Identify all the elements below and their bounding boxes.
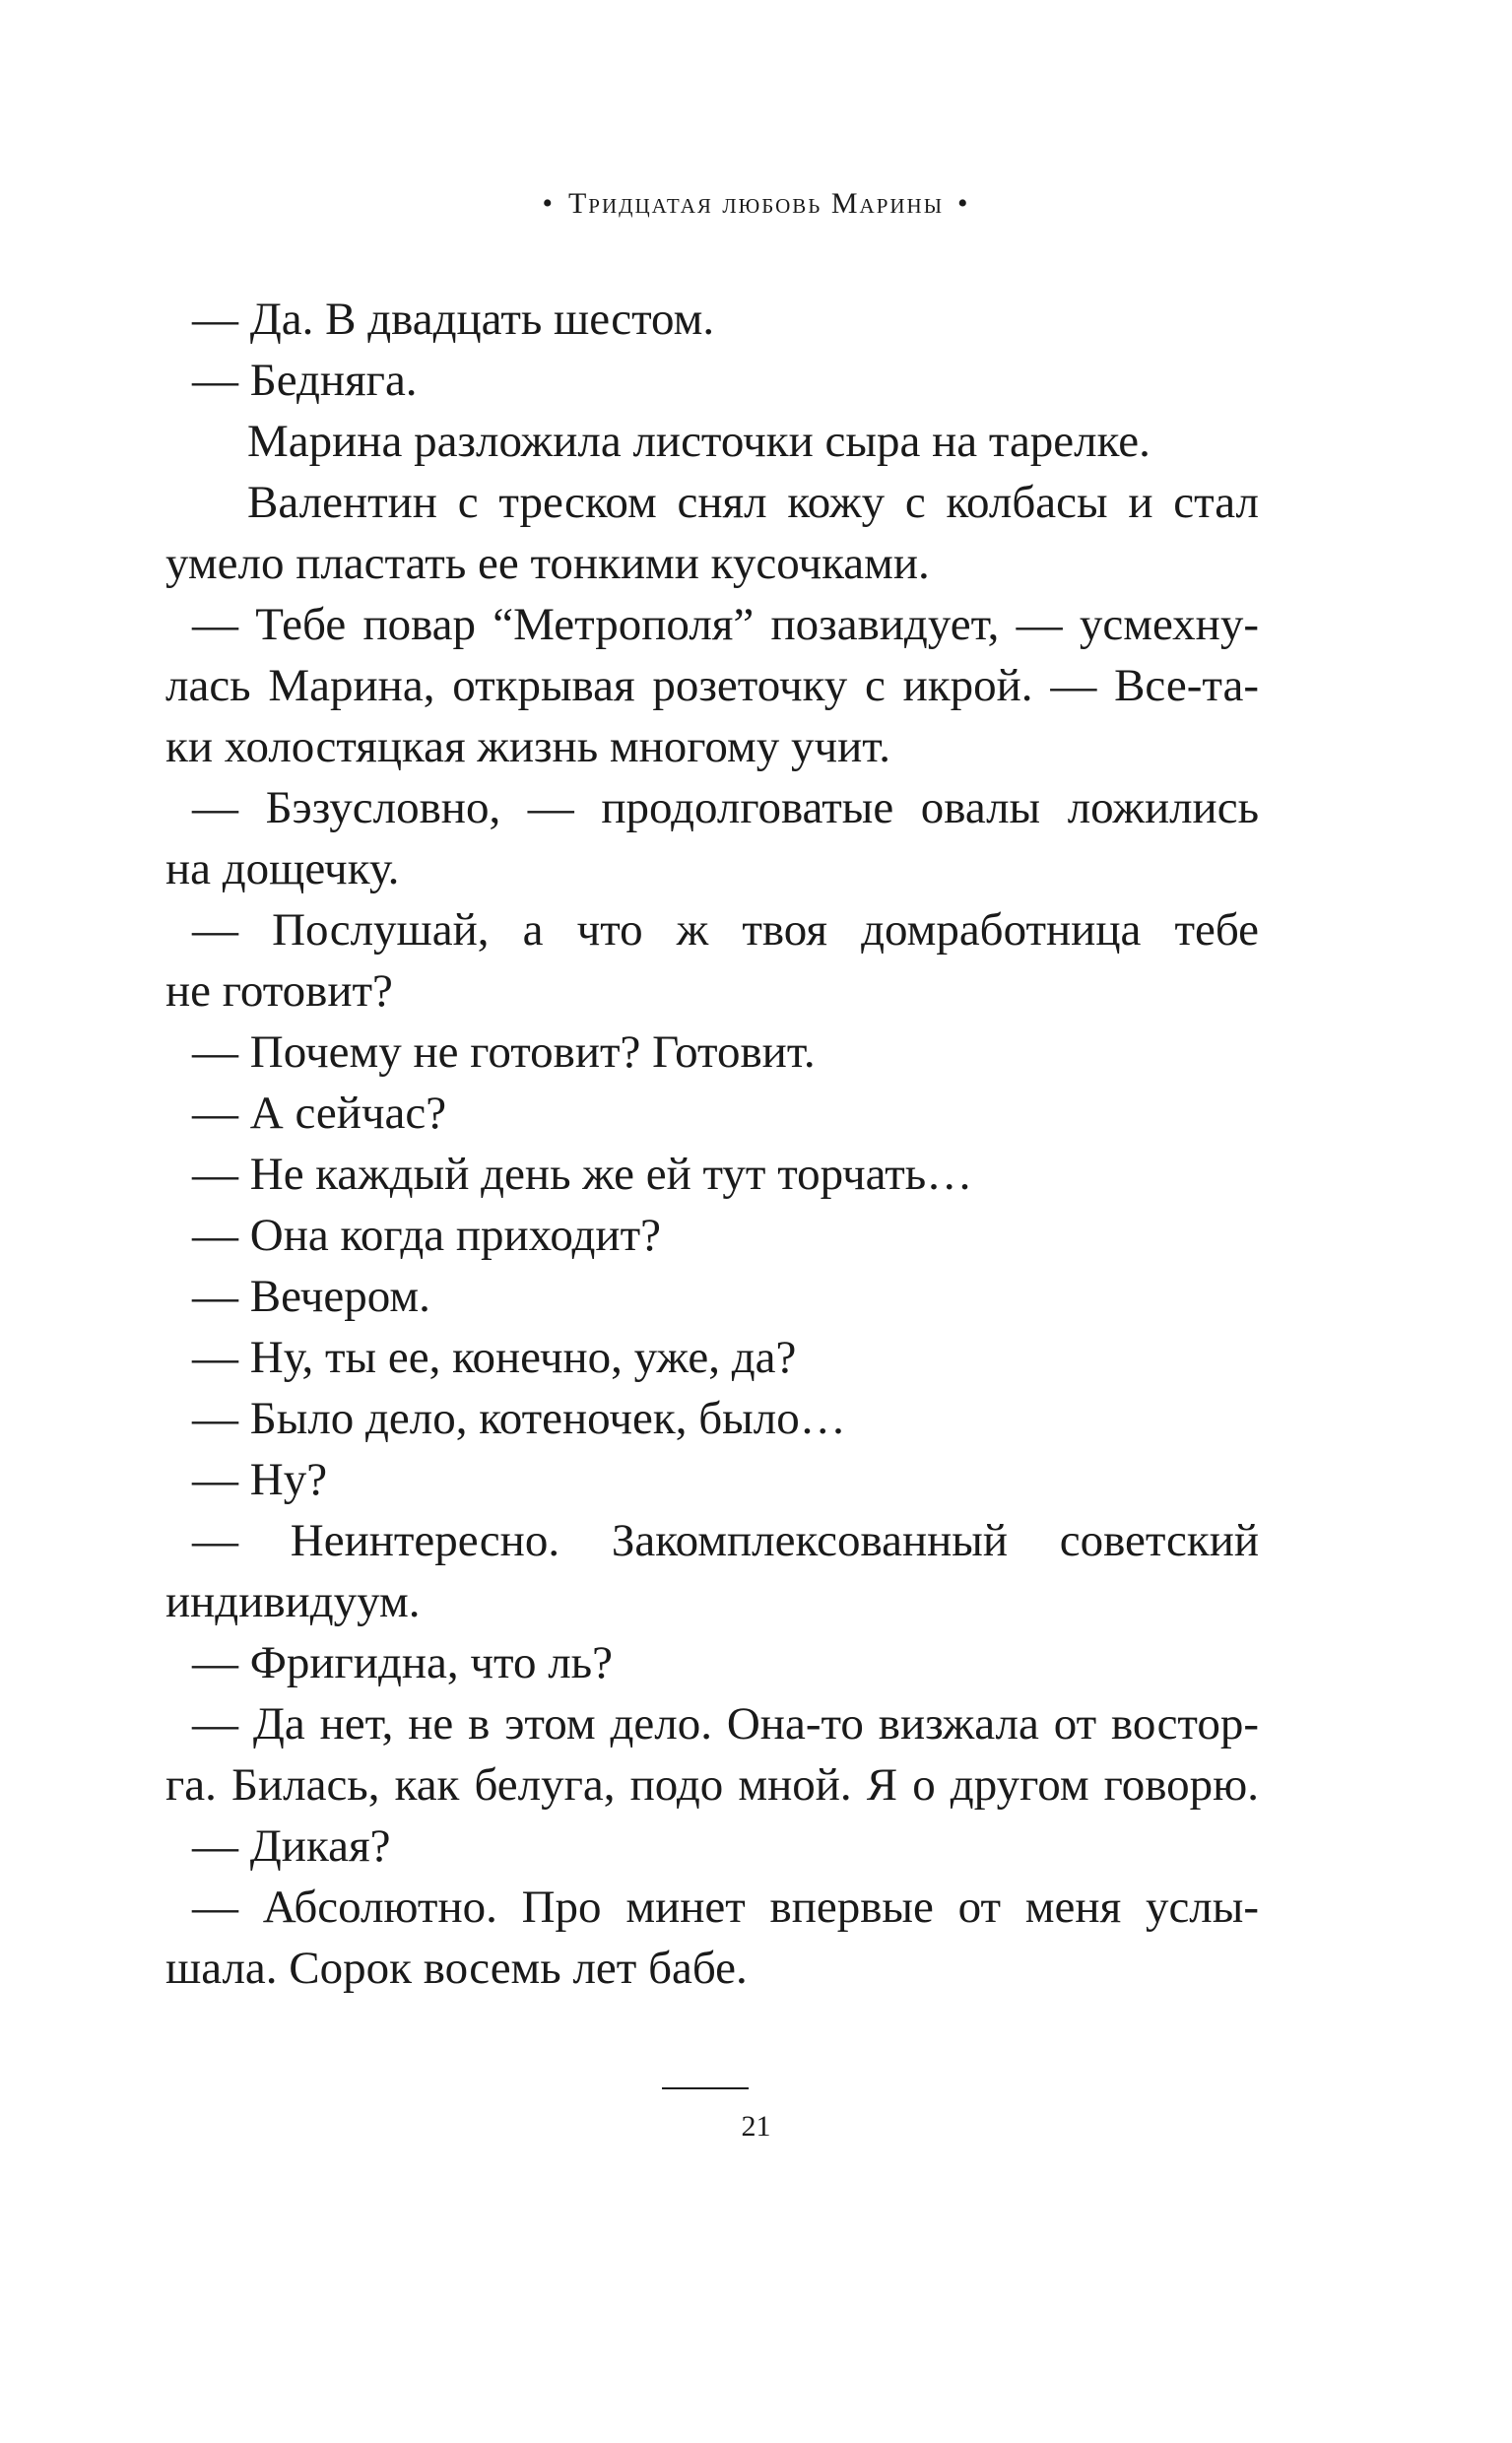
page-number: 21 [741, 2110, 771, 2143]
text-line: — Ну, ты ее, конечно, уже, да? [192, 1332, 797, 1383]
text-line: — Она когда приходит? [192, 1210, 661, 1261]
text-line: — Неинтересно. Закомплексованный советский [192, 1515, 1259, 1566]
text-line: — Дикая? [192, 1820, 391, 1872]
text-line: — Ну? [192, 1454, 328, 1505]
text-line: — Да нет, не в этом дело. Она-то визжала от востор- [192, 1698, 1259, 1750]
body-text [165, 289, 1259, 1999]
text-line: — Послушай, а что ж твоя домработница тебе [192, 904, 1259, 956]
header-bullet-right: • [957, 187, 970, 220]
text-line: лась Марина, открывая розеточку с икрой. — Все-та- [165, 660, 1259, 711]
text-line: умело пластать ее тонкими кусочками. [165, 538, 930, 589]
text-line: га. Билась, как белуга, подо мной. Я о другом говорю. [165, 1759, 1259, 1811]
text-line: — Почему не готовит? Готовит. [192, 1026, 816, 1078]
text-line: Марина разложила листочки сыра на тарелке. [247, 416, 1150, 467]
text-line: не готовит? [165, 965, 393, 1017]
text-line: Валентин с треском снял кожу с колбасы и стал [247, 477, 1259, 528]
text-line: индивидуум. [165, 1576, 421, 1627]
text-line: — Фригидна, что ль? [192, 1637, 613, 1688]
text-line: — Тебе повар “Метрополя” позавидует, — усмехну- [192, 599, 1259, 650]
text-line: — Было дело, котеночек, было… [192, 1393, 846, 1444]
text-line: — Вечером. [192, 1271, 430, 1322]
text-line: шала. Сорок восемь лет бабе. [165, 1943, 748, 1994]
text-line: — Бэзусловно, — продолговатые овалы ложились [192, 782, 1259, 833]
text-line: — Не каждый день же ей тут торчать… [192, 1149, 973, 1200]
text-line: — Бедняга. [192, 355, 418, 406]
running-header-title: Тридцатая любовь Марины [567, 187, 945, 220]
text-line: ки холостяцкая жизнь многому учит. [165, 721, 891, 772]
text-line: — А сейчас? [192, 1088, 447, 1139]
running-header [0, 187, 1512, 221]
text-line: — Абсолютно. Про минет впервые от меня услы- [192, 1882, 1259, 1933]
text-line: — Да. В двадцать шестом. [192, 294, 715, 345]
text-line: на дощечку. [165, 843, 400, 894]
footer-rule [662, 2087, 749, 2089]
header-bullet-left: • [542, 187, 555, 220]
